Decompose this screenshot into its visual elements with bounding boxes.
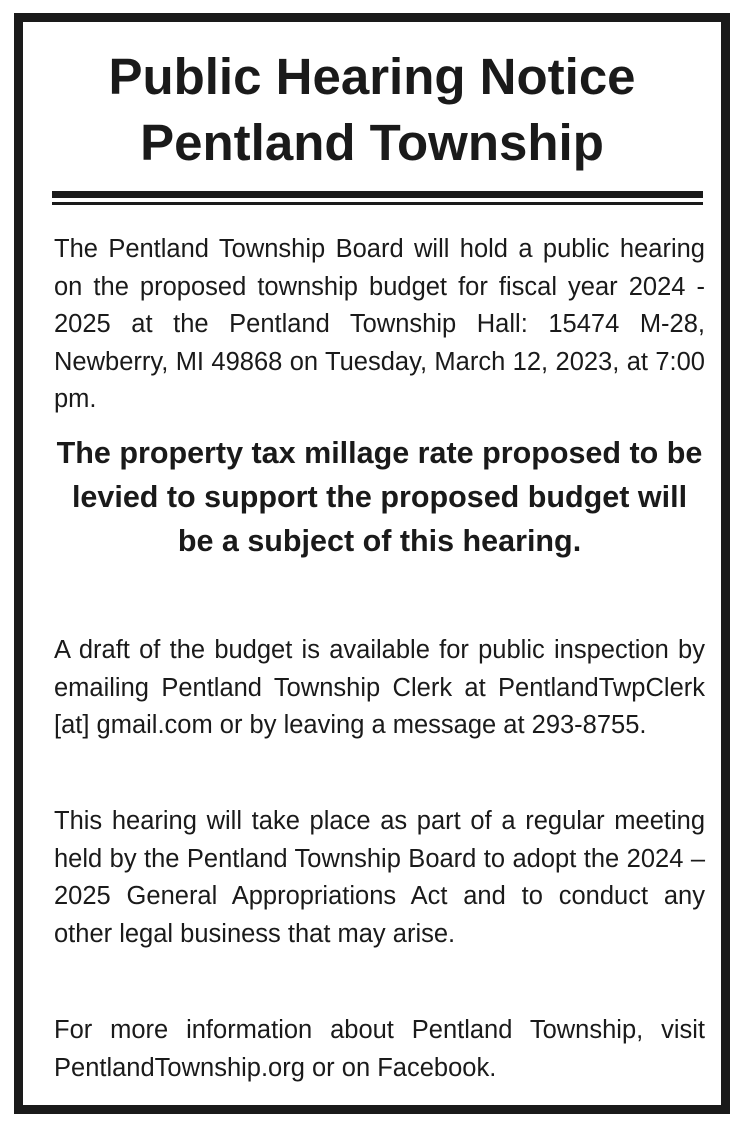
title-divider-thick (52, 191, 703, 198)
millage-statement: The property tax millage rate proposed to be levied to support the proposed budget will be a subject of this hearing. (56, 436, 703, 558)
notice-title (23, 44, 721, 176)
draft-paragraph: A draft of the budget is available for public inspection by emailing Pentland Township Clerk at PentlandTwpClerk [at] gmail.com or by leaving a message at 293-8755. (54, 636, 705, 739)
title-line-2: Pentland Township (140, 114, 604, 171)
notice-border (14, 13, 730, 1114)
hearing-paragraph: The Pentland Township Board will hold a public hearing on the proposed township budget for fiscal year 2024 - 2025 at the Pentland Township Hall: 15474 M-28, Newberry, MI 49868 on Tuesday, March 12, 2023, at 7:00 pm. (54, 235, 705, 413)
title-line-1: Public Hearing Notice (108, 48, 636, 105)
title-divider-thin (52, 202, 703, 205)
meeting-paragraph: This hearing will take place as part of a regular meeting held by the Pentland Township Board to adopt the 2024 – 2025 General Appropriations Act and to conduct any other legal business that may arise. (54, 807, 705, 948)
info-paragraph: For more information about Pentland Township, visit PentlandTownship.org or on Facebook. (54, 1016, 705, 1082)
